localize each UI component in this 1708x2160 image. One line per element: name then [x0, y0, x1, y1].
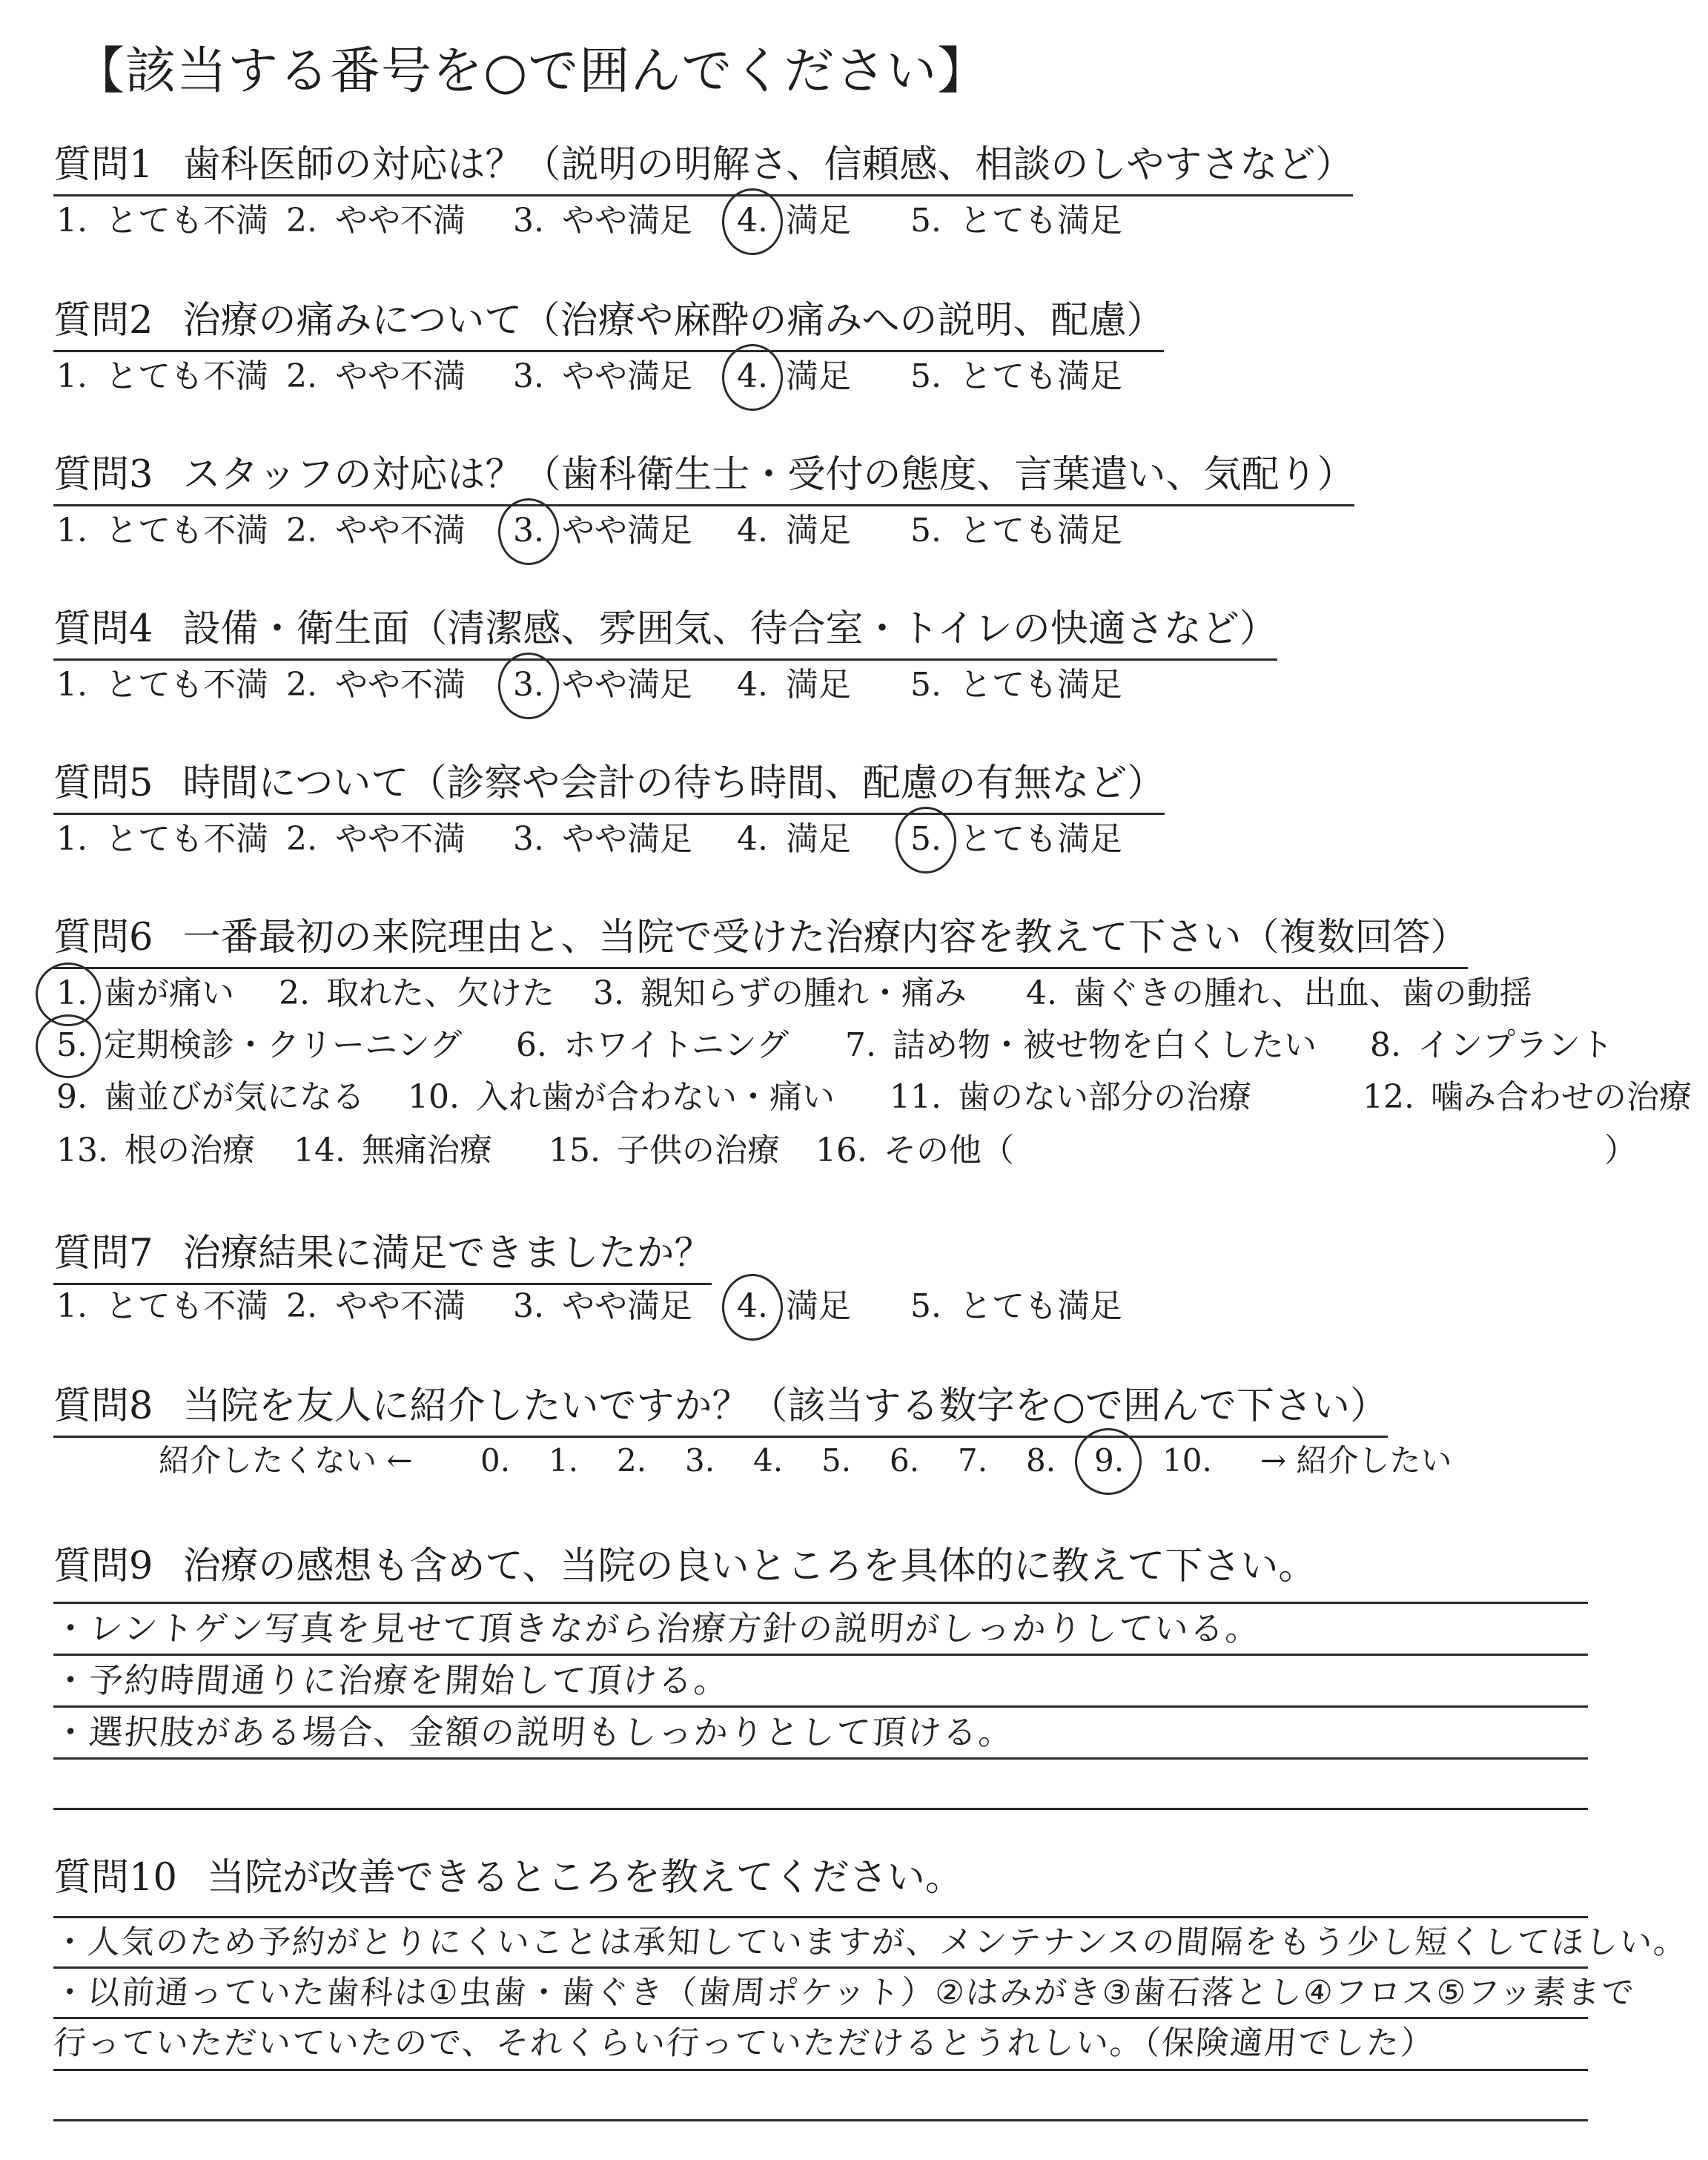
reason-option [408, 1075, 835, 1120]
option-label: 詰め物・被せ物を白くしたい [892, 1026, 1317, 1064]
option-number: 5. [910, 666, 941, 704]
option-number: 11. [890, 1078, 941, 1116]
scale-number: 0. [480, 1442, 511, 1479]
reason-option [56, 1129, 255, 1173]
option-number: 3. [593, 974, 624, 1012]
rating-option [286, 817, 466, 862]
option-label: とても満足 [959, 820, 1122, 858]
option-number: 4. [1026, 974, 1057, 1012]
scale-number: 3. [685, 1442, 715, 1479]
question-number: 質問5 [53, 762, 153, 805]
option-label: ホワイトニング [563, 1026, 790, 1064]
rating-option [910, 509, 1122, 553]
scale-number: 1. [549, 1442, 579, 1479]
option-label: 無痛治療 [361, 1132, 492, 1169]
option-number: 5. [910, 817, 941, 862]
option-number: 1. [56, 1287, 87, 1325]
option-number: 4. [737, 354, 768, 399]
question-8-title [53, 1382, 1388, 1438]
rating-option [56, 199, 268, 243]
question-text: 一番最初の来院理由と、当院で受けた治療内容を教えて下さい（複数回答） [182, 916, 1469, 960]
question-text: 治療の痛みについて（治療や麻酔の痛みへの説明、配慮） [182, 299, 1165, 343]
option-number: 5. [56, 1023, 87, 1068]
option-number: 2. [279, 974, 310, 1012]
question-10-title [53, 1854, 963, 1907]
option-label: やや不満 [334, 1287, 466, 1325]
option-label: とても不満 [105, 512, 268, 549]
scale-number: 5. [821, 1442, 852, 1479]
scale-number: 6. [890, 1442, 920, 1479]
scale-right-label: → 紹介したい [1260, 1442, 1452, 1479]
question-2-options [56, 354, 1687, 399]
option-label: 満足 [785, 202, 851, 240]
option-label: やや不満 [334, 512, 466, 549]
option-label: 満足 [785, 512, 851, 549]
answer-line [53, 2069, 1588, 2071]
option-label: とても満足 [959, 357, 1122, 395]
question-4-options [56, 663, 1687, 707]
option-number: 4. [737, 512, 768, 549]
reason-option [1363, 1075, 1692, 1120]
question-number: 質問2 [53, 299, 153, 343]
option-label: 満足 [785, 820, 851, 858]
rating-option [910, 354, 1122, 399]
question-number: 質問4 [53, 607, 153, 651]
question-text: 歯科医師の対応は？（説明の明解さ、信頼感、相談のしやすさなど） [182, 143, 1354, 187]
option-label: 歯のない部分の治療 [957, 1078, 1251, 1116]
question-number: 質問8 [53, 1384, 153, 1428]
option-label: やや満足 [561, 357, 692, 395]
option-number: 5. [910, 357, 941, 395]
rating-option [513, 509, 692, 553]
question-number: 質問6 [53, 916, 153, 960]
option-number: 5. [910, 202, 941, 240]
q9-answer-3: ・選択肢がある場合、金額の説明もしっかりとして頂ける。 [52, 1712, 1016, 1752]
option-label: 取れた、欠けた [325, 974, 555, 1012]
rating-option [513, 1284, 692, 1329]
question-3-title [53, 451, 1354, 506]
rating-option [286, 354, 466, 399]
option-number: 12. [1363, 1078, 1414, 1116]
option-label: やや不満 [334, 820, 466, 858]
answer-line [53, 1916, 1588, 1918]
rating-option [513, 817, 692, 862]
reason-option [56, 1023, 462, 1068]
question-6-title [53, 914, 1468, 969]
option-number: 5. [910, 512, 941, 549]
option-label: とても不満 [105, 357, 268, 395]
option-label: 満足 [785, 666, 851, 704]
rating-option [513, 663, 692, 707]
reason-option [279, 971, 555, 1016]
option-label: やや満足 [561, 666, 692, 704]
answer-line [53, 2017, 1588, 2019]
rating-option [286, 663, 466, 707]
reason-option [294, 1129, 492, 1173]
reason-option [593, 971, 967, 1016]
scale-number: 9. [1094, 1439, 1124, 1483]
scale-left-label: 紹介したくない ← [159, 1442, 413, 1479]
option-number: 1. [56, 820, 87, 858]
question-number: 質問7 [53, 1232, 153, 1275]
rating-option [286, 1284, 466, 1329]
option-number: 2. [286, 1287, 317, 1325]
question-5-title [53, 759, 1165, 815]
option-number: 6. [516, 1026, 547, 1064]
scale-number: 10. [1162, 1442, 1212, 1479]
question-2-title [53, 297, 1164, 352]
option-label: 定期検診・クリーニング [103, 1026, 463, 1064]
reason-option [815, 1129, 1014, 1173]
option-number: 10. [408, 1078, 460, 1116]
question-9-title [53, 1542, 1316, 1596]
q10-answer-3: 行っていただいていたので、それくらい行っていただけるとうれしい。（保険適用でした） [52, 2024, 1436, 2062]
question-text: 当院が改善できるところを教えてください。 [206, 1856, 963, 1900]
option-label: やや不満 [334, 666, 466, 704]
option-label: 噛み合わせの治療 [1430, 1078, 1692, 1116]
option-number: 2. [286, 357, 317, 395]
q9-answer-1: ・レントゲン写真を見せて頂きながら治療方針の説明がしっかりしている。 [52, 1608, 1262, 1648]
option-number: 1. [56, 202, 87, 240]
answer-line [53, 1602, 1588, 1604]
option-label: 満足 [785, 357, 851, 395]
option-number: 4. [737, 1284, 768, 1329]
option-label: とても不満 [105, 202, 268, 240]
q9-answer-2: ・予約時間通りに治療を開始して頂ける。 [52, 1660, 731, 1700]
option-number: 4. [737, 666, 768, 704]
question-7-options [56, 1284, 1687, 1329]
scale-number: 7. [958, 1442, 988, 1479]
option-label: 子供の治療 [616, 1132, 780, 1169]
option-number: 1. [56, 357, 87, 395]
option-number: 1. [56, 512, 87, 549]
option-label: インプラント [1417, 1026, 1613, 1064]
question-text: 設備・衛生面（清潔感、雰囲気、待合室・トイレの快適さなど） [182, 607, 1277, 651]
option-label: とても不満 [105, 820, 268, 858]
question-7-title [53, 1229, 712, 1285]
option-label: 歯並びが気になる [103, 1078, 365, 1116]
question-1-title [53, 141, 1353, 196]
option-number: 4. [737, 820, 768, 858]
rating-option [513, 199, 692, 243]
reason-option [56, 971, 234, 1016]
option-number: 3. [513, 357, 544, 395]
q10-answer-1: ・人気のため予約がとりにくいことは承知していますが、メンテナンスの間隔をもう少し短くしてほしい。 [52, 1923, 1689, 1961]
rating-option [737, 199, 851, 243]
option-label: 満足 [785, 1287, 851, 1325]
answer-line [53, 1654, 1588, 1656]
option-label: やや満足 [561, 512, 692, 549]
question-text: 治療結果に満足できましたか？ [182, 1232, 712, 1275]
question-number: 質問10 [53, 1856, 177, 1900]
reason-option [549, 1129, 780, 1173]
rating-option [737, 817, 851, 862]
reason-option [890, 1075, 1251, 1120]
option-number: 3. [513, 202, 544, 240]
option-label: とても不満 [105, 666, 268, 704]
question-text: 当院を友人に紹介したいですか？（該当する数字を○で囲んで下さい） [182, 1384, 1388, 1428]
question-text: 時間について（診察や会計の待ち時間、配慮の有無など） [182, 762, 1165, 805]
question-1-options [56, 199, 1687, 243]
option-label: やや不満 [334, 357, 466, 395]
reason-option [516, 1023, 789, 1068]
option-label: とても満足 [959, 1287, 1122, 1325]
scale-number: 4. [753, 1442, 784, 1479]
scale-number: 8. [1026, 1442, 1056, 1479]
question-number: 質問1 [53, 143, 153, 187]
rating-option [56, 663, 268, 707]
page-heading: 【該当する番号を○で囲んでください】 [74, 42, 989, 101]
option-number: 3. [513, 820, 544, 858]
option-label: 入れ歯が合わない・痛い [475, 1078, 835, 1116]
answer-line [53, 1757, 1588, 1760]
reason-option [845, 1023, 1317, 1068]
option-number: 3. [513, 509, 544, 553]
option-label: 歯ぐきの腫れ、出血、歯の動揺 [1073, 974, 1532, 1012]
question-number: 質問9 [53, 1545, 153, 1588]
option-label: やや不満 [334, 202, 466, 240]
rating-option [737, 509, 851, 553]
q10-answer-2: ・以前通っていた歯科は①虫歯・歯ぐき（歯周ポケット）②はみがき③歯石落とし④フロス⑤フッ素まで [52, 1974, 1637, 2012]
reason-option [1370, 1023, 1613, 1068]
option-number: 5. [910, 1287, 941, 1325]
option-label: とても満足 [959, 666, 1122, 704]
rating-option [737, 1284, 851, 1329]
option-number: 9. [56, 1078, 87, 1116]
reason-option [56, 1075, 365, 1120]
rating-option [910, 1284, 1122, 1329]
option-number: 2. [286, 512, 317, 549]
question-5-options [56, 817, 1687, 862]
question-text: 治療の感想も含めて、当院の良いところを具体的に教えて下さい。 [182, 1545, 1317, 1588]
scale-number: 2. [617, 1442, 647, 1479]
option-label: 親知らずの腫れ・痛み [640, 974, 967, 1012]
option-label: 根の治療 [124, 1132, 255, 1169]
rating-option [737, 663, 851, 707]
reason-option [1026, 971, 1532, 1016]
option-label: その他（ [883, 1132, 1014, 1169]
answer-line [53, 1808, 1588, 1810]
rating-option [286, 199, 466, 243]
question-3-options [56, 509, 1687, 553]
rating-option [513, 354, 692, 399]
option-number: 3. [513, 1287, 544, 1325]
other-close-paren: ） [1604, 1132, 1637, 1169]
question-text: スタッフの対応は？（歯科衛生士・受付の態度、言葉遣い、気配り） [182, 453, 1355, 497]
option-label: やや満足 [561, 202, 692, 240]
option-number: 2. [286, 202, 317, 240]
rating-option [56, 354, 268, 399]
question-4-title [53, 605, 1277, 661]
option-label: とても満足 [959, 512, 1122, 549]
option-number: 1. [56, 666, 87, 704]
rating-option [286, 509, 466, 553]
option-label: 歯が痛い [103, 974, 234, 1012]
rating-option [910, 199, 1122, 243]
option-number: 8. [1370, 1026, 1401, 1064]
option-number: 16. [815, 1132, 867, 1169]
option-label: やや満足 [561, 820, 692, 858]
answer-line [53, 1705, 1588, 1708]
option-number: 14. [294, 1132, 345, 1169]
option-number: 13. [56, 1132, 108, 1169]
option-number: 15. [549, 1132, 600, 1169]
option-number: 4. [737, 199, 768, 243]
option-number: 1. [56, 971, 87, 1016]
answer-line [53, 2119, 1588, 2121]
option-number: 2. [286, 820, 317, 858]
option-label: とても満足 [959, 202, 1122, 240]
option-label: やや満足 [561, 1287, 692, 1325]
option-label: とても不満 [105, 1287, 268, 1325]
rating-option [56, 1284, 268, 1329]
rating-option [56, 817, 268, 862]
option-number: 7. [845, 1026, 876, 1064]
question-number: 質問3 [53, 453, 153, 497]
option-number: 3. [513, 663, 544, 707]
option-number: 2. [286, 666, 317, 704]
rating-option [737, 354, 851, 399]
rating-option [56, 509, 268, 553]
rating-option [910, 663, 1122, 707]
rating-option [910, 817, 1122, 862]
answer-line [53, 1966, 1588, 1969]
